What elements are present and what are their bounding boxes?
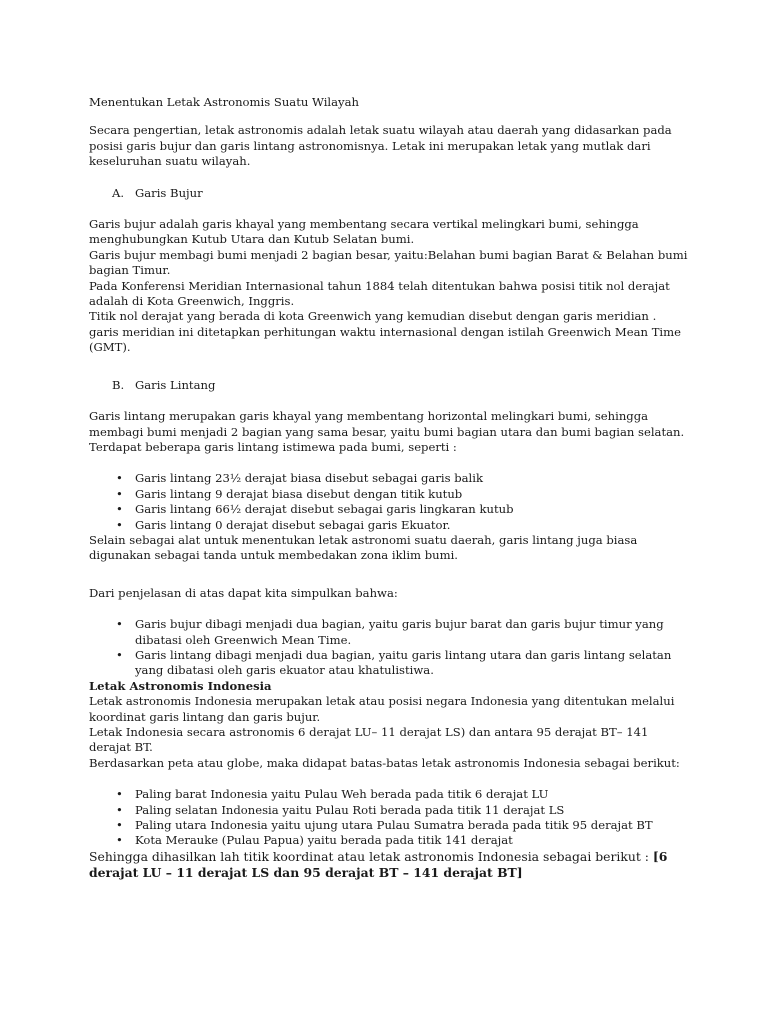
section-b-letter: B. bbox=[112, 377, 125, 392]
bullet-icon: • bbox=[116, 517, 123, 532]
list-item: • Paling selatan Indonesia yaitu Pulau Roti berada pada titik 11 derajat LS bbox=[116, 802, 565, 817]
indonesia-heading: Letak Astronomis Indonesia bbox=[89, 678, 272, 693]
coordinate-range: [6 derajat LU – 11 derajat LS dan 95 derajat BT – 141 derajat BT] bbox=[89, 848, 668, 880]
lintang-list bbox=[89, 471, 689, 533]
bullet-icon: • bbox=[116, 617, 123, 632]
section-b-heading bbox=[89, 378, 689, 393]
section-b-after-paragraph: Selain sebagai alat untuk menentukan letak astronomi suatu daerah, garis lintang juga biasa digunakan sebagai tanda untuk membedakan zona iklim bumi. bbox=[89, 532, 638, 563]
section-a-paragraph-1: Garis bujur adalah garis khayal yang membentang secara vertikal melingkari bumi, sehingga menghubungkan Kutub Utara dan Kutub Selatan bumi. bbox=[89, 217, 639, 247]
section-a-letter: A. bbox=[112, 185, 125, 200]
list-item: • Garis bujur dibagi menjadi dua bagian, yaitu garis bujur barat dan garis bujur timur yang dibatasi oleh Greenwich Mean Time. bbox=[116, 617, 664, 647]
bullet-icon: • bbox=[116, 787, 123, 802]
bullet-icon: • bbox=[116, 647, 123, 662]
indonesia-conclusion bbox=[89, 849, 689, 881]
list-item: • Kota Merauke (Pulau Papua) yaitu berada pada titik 141 derajat bbox=[116, 833, 513, 848]
bullet-icon: • bbox=[116, 802, 123, 817]
bullet-icon: • bbox=[116, 471, 123, 486]
list-item: • Garis lintang 9 derajat biasa disebut dengan titik kutub bbox=[116, 486, 463, 501]
indonesia-paragraph-3: Berdasarkan peta atau globe, maka didapat batas-batas letak astronomis Indonesia sebagai berikut: bbox=[89, 755, 680, 770]
section-a-title: Garis Bujur bbox=[135, 185, 203, 200]
list-item: • Garis lintang 23½ derajat biasa disebut sebagai garis balik bbox=[116, 471, 483, 486]
bullet-icon: • bbox=[116, 486, 123, 501]
section-a-heading bbox=[89, 186, 689, 201]
section-a-paragraph-2: Garis bujur membagi bumi menjadi 2 bagian besar, yaitu:Belahan bumi bagian Barat & Belahan bumi bagian Timur. bbox=[89, 247, 688, 278]
section-a-paragraph-3: Pada Konferensi Meridian Internasional tahun 1884 telah ditentukan bahwa posisi titik nol derajat adalah di Kota Greenwich, Inggris. bbox=[89, 278, 670, 309]
bullet-icon: • bbox=[116, 818, 123, 833]
bullet-icon: • bbox=[116, 502, 123, 517]
section-b-paragraph-2: Terdapat beberapa garis lintang istimewa pada bumi, seperti : bbox=[89, 439, 457, 454]
section-b-title: Garis Lintang bbox=[135, 377, 216, 392]
document-title: Menentukan Letak Astronomis Suatu Wilayah bbox=[89, 95, 359, 109]
bullet-icon: • bbox=[116, 833, 123, 848]
summary-list bbox=[89, 617, 689, 679]
list-item: • Paling barat Indonesia yaitu Pulau Weh berada pada titik 6 derajat LU bbox=[116, 787, 549, 802]
list-item: • Paling utara Indonesia yaitu ujung utara Pulau Sumatra berada pada titik 95 derajat BT bbox=[116, 818, 653, 833]
indonesia-list bbox=[89, 787, 689, 849]
summary-intro: Dari penjelasan di atas dapat kita simpulkan bahwa: bbox=[89, 585, 398, 600]
indonesia-paragraph-1: Letak astronomis Indonesia merupakan letak atau posisi negara Indonesia yang ditentukan melalui koordinat garis lintang dan garis bujur. bbox=[89, 694, 675, 724]
intro-paragraph: Secara pengertian, letak astronomis adalah letak suatu wilayah atau daerah yang didasarkan pada posisi garis bujur dan garis lintang astronomisnya. Letak ini merupakan letak yang mutlak dari keseluruhan suatu wilayah. bbox=[89, 123, 672, 169]
section-b-paragraph-1: Garis lintang merupakan garis khayal yang membentang horizontal melingkari bumi, sehingga membagi bumi menjadi 2 bagian yang sama besar, yaitu bumi bagian utara dan bumi bagian selatan. bbox=[89, 409, 685, 439]
list-item: • Garis lintang dibagi menjadi dua bagian, yaitu garis lintang utara dan garis lintang selatan yang dibatasi oleh garis ekuator atau khatulistiwa. bbox=[116, 647, 672, 678]
indonesia-paragraph-2: Letak Indonesia secara astronomis 6 derajat LU– 11 derajat LS) dan antara 95 derajat BT– 141 derajat BT. bbox=[89, 725, 649, 755]
conclusion-text: Sehingga dihasilkan lah titik koordinat atau letak astronomis Indonesia sebagai berikut : bbox=[89, 848, 653, 864]
list-item: • Garis lintang 0 derajat disebut sebagai garis Ekuator. bbox=[116, 517, 451, 532]
document-page bbox=[89, 95, 689, 881]
list-item: • Garis lintang 66½ derajat disebut sebagai garis lingkaran kutub bbox=[116, 502, 514, 517]
section-a-paragraph-4: Titik nol derajat yang berada di kota Greenwich yang kemudian disebut dengan garis meridian . garis meridian ini ditetapkan perhitungan waktu internasional dengan istilah Greenwich Mean Time (GMT). bbox=[89, 309, 681, 355]
